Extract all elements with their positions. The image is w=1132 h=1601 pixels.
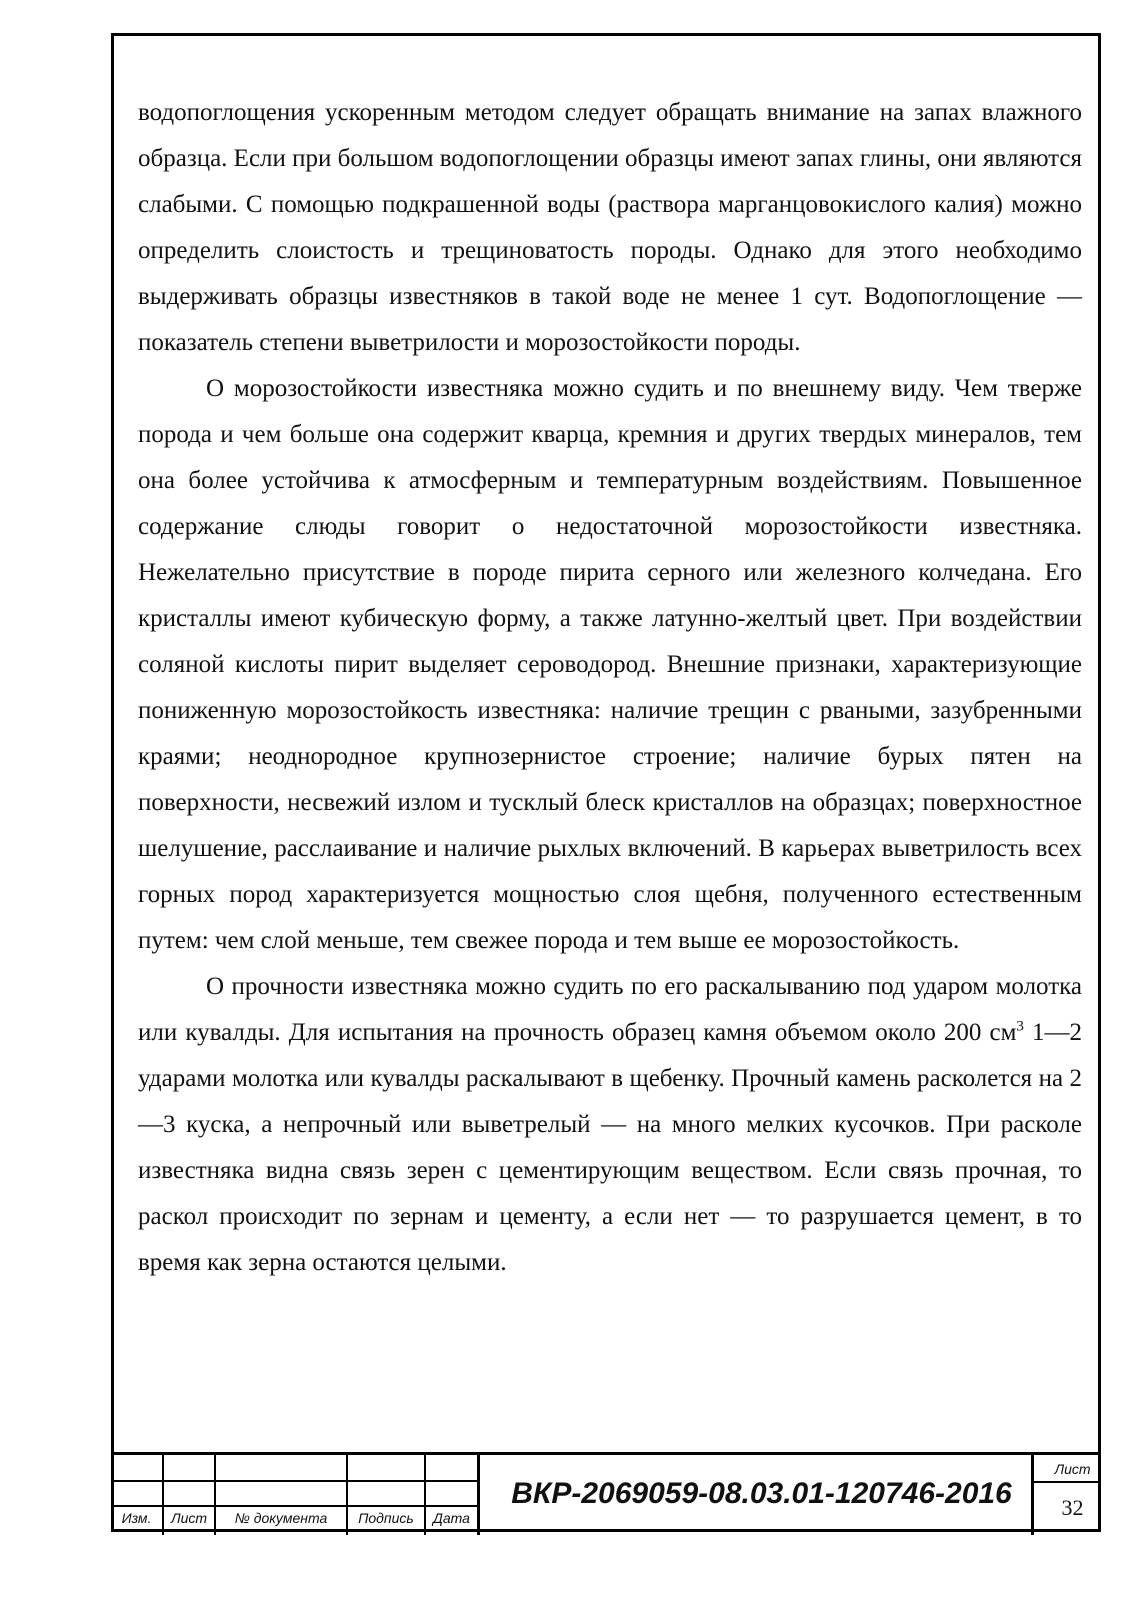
paragraph-strength <box>138 964 1082 1286</box>
label-signature: Подпись <box>358 1510 414 1526</box>
sheet-number: 32 <box>1061 1495 1084 1520</box>
title-block <box>111 1452 1101 1532</box>
document-body <box>138 90 1082 1286</box>
paragraph-frost-resistance: О морозостойкости известняка можно судить и по внешнему виду. Чем тверже порода и чем больше она содержит кварца, кремния и других твердых минералов, тем она более устойчива к атмосферным и температурным воздействиям. Повышенное содержание слюды говорит о недостаточной морозостойкости известняка. Нежелательно присутствие в породе пирита серного или железного колчедана. Его кристаллы имеют кубическую форму, а также латунно-желтый цвет. При воздействии соляной кислоты пирит выделяет сероводород. Внешние признаки, характеризующие пониженную морозостойкость известняка: наличие трещин с рваными, зазубренными краями; неоднородное крупнозернистое строение; наличие бурых пятен на поверхности, несвежий излом и тусклый блеск кристаллов на образцах; поверхностное шелушение, расслаивание и наличие рыхлых включений. В карьерах выветрилость всех горных пород характеризуется мощностью слоя щебня, полученного естественным путем: чем слой меньше, тем свежее порода и тем выше ее морозостойкость. <box>138 375 1082 954</box>
stamp-row-line <box>1032 1481 1101 1483</box>
paragraph-strength-part-2: 1—2 ударами молотка или кувалды раскалывают в щебенку. Прочный камень расколется на 2—3 куска, а непрочный или выветрелый — на много мелких кусочков. При расколе известняка видна связь зерен с цементирующим веществом. Если связь прочная, то раскол происходит по зернам и цементу, а если нет — то разрушается цемент, в то время как зерна остаются целыми. <box>138 1019 1083 1276</box>
superscript-cubic: 3 <box>1016 1018 1024 1035</box>
paragraph-strength-part-1: О прочности известняка можно судить по его раскалыванию под ударом молотка или кувалды. Для испытания на прочность образец камня объемом около 200 см <box>138 973 1082 1046</box>
label-document-number: № документа <box>234 1510 328 1526</box>
document-code: ВКР-2069059-08.03.01-120746-2016 <box>511 1477 1012 1510</box>
label-change: Изм. <box>121 1510 152 1526</box>
stamp-divider <box>477 1455 480 1535</box>
label-date: Дата <box>433 1510 470 1526</box>
paragraph-water-absorption: водопоглощения ускоренным методом следует обращать внимание на запах влажного образца. Если при большом водопоглощении образцы имеют запах глины, они являются слабыми. С помощью подкрашенной воды (раствора марганцовокислого калия) можно определить слоистость и трещиноватость породы. Однако для этого необходимо выдерживать образцы известняков в такой воде не менее 1 сут. Водопоглощение — показатель степени выветрилости и морозостойкости породы. <box>138 99 1082 356</box>
stamp-row-line <box>111 1505 479 1507</box>
stamp-row-line <box>111 1480 479 1482</box>
sheet-label: Лист <box>1054 1461 1091 1477</box>
label-sheet: Лист <box>170 1510 208 1526</box>
